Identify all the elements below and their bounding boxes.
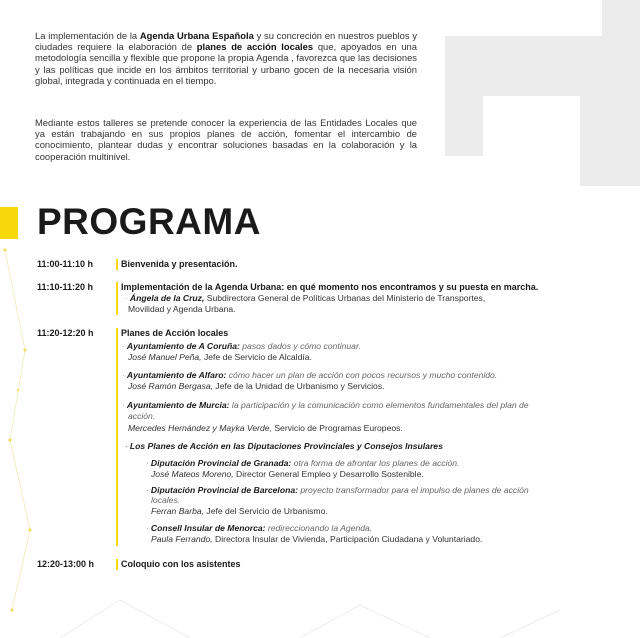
session-heading: Planes de Acción locales bbox=[121, 328, 229, 338]
talk-alfaro-speaker: José Ramón Bergasa, Jefe de la Unidad de Urbanismo y Servicios. bbox=[128, 381, 385, 391]
session-heading: Coloquio con los asistentes bbox=[121, 559, 241, 569]
decor-network bbox=[0, 230, 40, 638]
session-bar bbox=[116, 559, 118, 570]
intro-paragraph-1: La implementación de la Agenda Urbana Española y su concreción en nuestros pueblos y ciudades requiere la elaboración de planes de acción locales que, apoyados en una metodología sencilla y flexible que propone la propia Agenda , favorezca que las decisiones y las políticas que incide en los ámbitos territorial y urbano gocen de la necesaria visión global, integrada y continuada en el tiempo. bbox=[35, 30, 418, 86]
subsection-heading: · Los Planes de Acción en las Diputaciones Provinciales y Consejos Insulares bbox=[125, 441, 443, 451]
talk-granada: · Diputación Provincial de Granada: otra forma de afrontar los planes de acción. bbox=[146, 458, 460, 468]
talk-coruna-speaker: José Manuel Peña, Jefe de Servicio de Alcaldía. bbox=[128, 352, 312, 362]
session-time: 12:20-13:00 h bbox=[37, 559, 95, 569]
talk-coruna: · Ayuntamiento de A Coruña: pasos dados y cómo continuar. bbox=[122, 341, 361, 351]
session-bar bbox=[116, 259, 118, 270]
decor-block-right bbox=[580, 96, 640, 186]
talk-alfaro: · Ayuntamiento de Alfaro: cómo hacer un plan de acción con pocos recursos y mucho contenido. bbox=[122, 370, 498, 380]
session-heading: Implementación de la Agenda Urbana: en qué momento nos encontramos y su puesta en marcha. bbox=[121, 282, 539, 292]
speaker-role-cont: Movilidad y Agenda Urbana. bbox=[128, 304, 236, 314]
intro-text bbox=[35, 30, 417, 86]
session-time: 11:10-11:20 h bbox=[37, 282, 94, 292]
intro-paragraph-2: Mediante estos talleres se pretende conocer la experiencia de las Entidades Locales que ya están trabajando en sus propios planes de acción, fomentar el intercambio de conocimiento, plantear dudas y encontrar soluciones basadas en la colaboración y la cooperación multinivel. bbox=[35, 117, 417, 162]
decor-block-top bbox=[602, 0, 640, 36]
talk-granada-speaker: José Mateos Moreno, Director General Empleo y Desarrollo Sostenible. bbox=[151, 469, 424, 479]
speaker: · Ángela de la Cruz, Subdirectora General de Políticas Urbanas del Ministerio de Transportes, bbox=[125, 293, 486, 303]
session-time: 11:00-11:10 h bbox=[37, 259, 94, 269]
talk-murcia-cont: acción. bbox=[128, 411, 156, 421]
talk-menorca: · Consell Insular de Menorca: redireccionando la Agenda. bbox=[146, 523, 373, 533]
decor-block-middle bbox=[445, 36, 640, 96]
session-heading: Bienvenida y presentación. bbox=[121, 259, 238, 269]
accent-mark bbox=[0, 207, 18, 239]
session-bar bbox=[116, 328, 118, 546]
talk-murcia: · Ayuntamiento de Murcia: la participación y la comunicación como elementos fundamentales del plan de bbox=[122, 400, 529, 410]
page-title: PROGRAMA bbox=[37, 201, 261, 242]
intro-text-2 bbox=[35, 117, 417, 162]
decor-bottom-lines bbox=[0, 590, 640, 638]
decor-block-lower bbox=[445, 96, 483, 156]
talk-barcelona-cont: locales. bbox=[151, 495, 181, 505]
talk-murcia-speaker: Mercedes Hernández y Mayka Verde, Servicio de Programas Europeos. bbox=[128, 423, 403, 433]
talk-barcelona: · Diputación Provincial de Barcelona: proyecto transformador para el impulso de planes de acción bbox=[146, 485, 529, 495]
session-time: 11:20-12:20 h bbox=[37, 328, 94, 338]
session-bar bbox=[116, 282, 118, 315]
talk-menorca-speaker: Paula Ferrando, Directora Insular de Vivienda, Participación Ciudadana y Voluntariado. bbox=[151, 534, 483, 544]
talk-barcelona-speaker: Ferran Barba, Jefe del Servicio de Urbanismo. bbox=[151, 506, 328, 516]
